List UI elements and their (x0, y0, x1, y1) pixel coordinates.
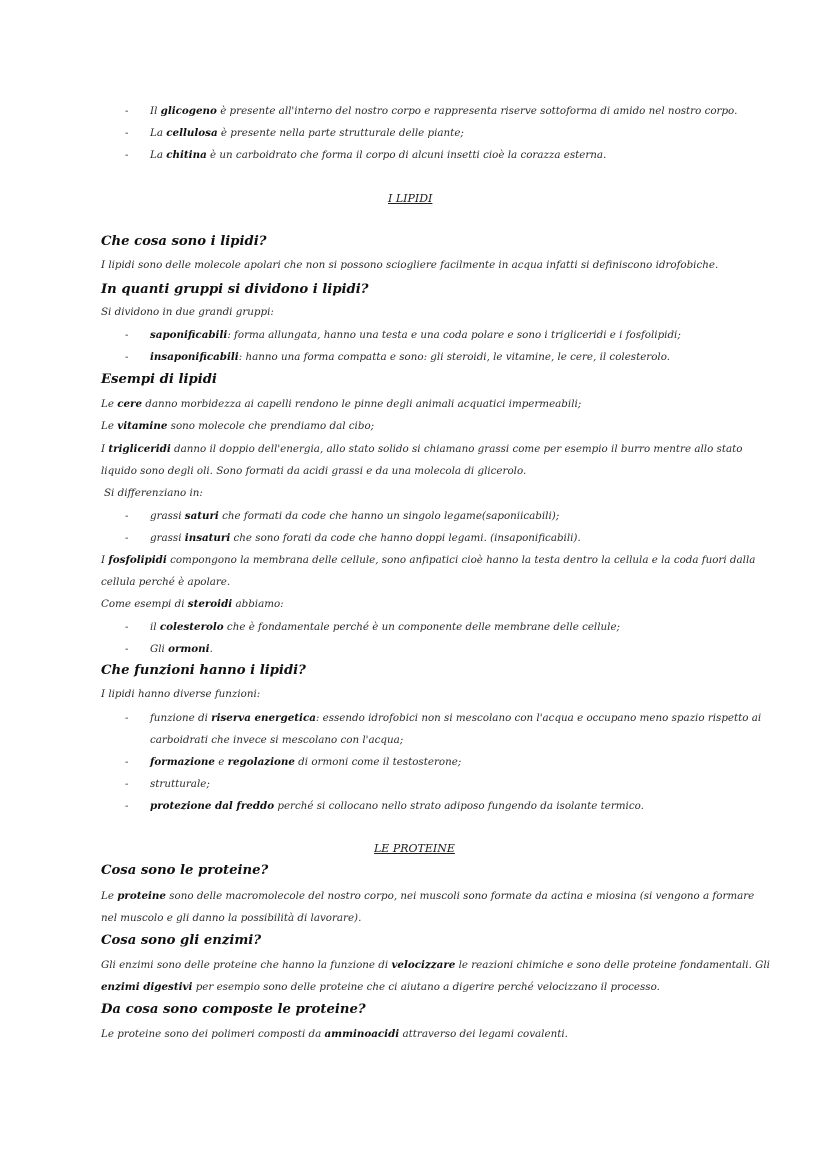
answer-enzimi-cont: enzimi digestivi per esempio sono delle proteine che ci aiutano a digerire perché velocizzano il processo. (101, 981, 660, 993)
text-steroidi: Come esempi di steroidi abbiamo: (101, 598, 284, 610)
bullet-ormoni: - (125, 643, 129, 655)
bullet-riserva: - (125, 712, 129, 724)
text-ormoni: Gli ormoni. (150, 643, 213, 655)
answer-cosa-sono-lipidi: I lipidi sono delle molecole apolari che non si possono sciogliere facilmente in acqua infatti si definiscono idrofobiche. (101, 259, 719, 271)
heading-esempi-lipidi: Esempi di lipidi (101, 372, 217, 387)
answer-proteine: Le proteine sono delle macromolecole del nostro corpo, nei muscoli sono formate da actina e miosina (si vengono a formare (101, 890, 755, 902)
bullet-glicogeno: - (125, 105, 129, 117)
text-protezione: protezione dal freddo perché si collocano nello strato adiposo fungendo da isolante termico. (150, 800, 644, 812)
text-vitamine: Le vitamine sono molecole che prendiamo dal cibo; (101, 420, 375, 432)
answer-enzimi: Gli enzimi sono delle proteine che hanno la funzione di velocizzare le reazioni chimiche e sono delle proteine fondamentali. Gli (101, 959, 770, 971)
section-title-lipidi: I LIPIDI (388, 192, 433, 205)
heading-composte-proteine: Da cosa sono composte le proteine? (101, 1002, 366, 1017)
text-insaturi: grassi insaturi che sono forati da code che hanno doppi legami. (insaponificabili). (150, 532, 581, 544)
text-differenziano: Si differenziano in: (104, 487, 203, 499)
bullet-colesterolo: - (125, 621, 129, 633)
bullet-strutturale: - (125, 778, 129, 790)
text-cere: Le cere danno morbidezza ai capelli rendono le pinne degli animali acquatici impermeabili; (101, 398, 582, 410)
bullet-cellulosa: - (125, 127, 129, 139)
text-fosfolipidi-cont: cellula perché è apolare. (101, 576, 231, 588)
heading-enzimi: Cosa sono gli enzimi? (101, 933, 262, 948)
text-colesterolo: il colesterolo che è fondamentale perché è un componente delle membrane delle cellule; (150, 621, 621, 633)
bullet-formazione: - (125, 756, 129, 768)
text-trigliceridi: I trigliceridi danno il doppio dell'energia, allo stato solido si chiamano grassi come per esempio il burro mentre allo stato (101, 443, 743, 455)
text-trigliceridi-cont: liquido sono degli oli. Sono formati da acidi grassi e da una molecola di glicerolo. (101, 465, 527, 477)
text-saponificabili: saponificabili: forma allungata, hanno una testa e una coda polare e sono i trigliceridi e i fosfolipidi; (150, 329, 681, 341)
bullet-saponificabili: - (125, 329, 129, 341)
bullet-insaturi: - (125, 532, 129, 544)
text-riserva-cont: carboidrati che invece si mescolano con l'acqua; (150, 734, 404, 746)
heading-cosa-sono-lipidi: Che cosa sono i lipidi? (101, 234, 267, 249)
heading-cosa-sono-proteine: Cosa sono le proteine? (101, 863, 269, 878)
answer-composte-proteine: Le proteine sono dei polimeri composti da amminoacidi attraverso dei legami covalenti. (101, 1028, 568, 1040)
text-formazione: formazione e regolazione di ormoni come il testosterone; (150, 756, 462, 768)
text-chitina: La chitina è un carboidrato che forma il corpo di alcuni insetti cioè la corazza esterna. (150, 149, 607, 161)
bullet-saturi: - (125, 510, 129, 522)
heading-funzioni-lipidi: Che funzioni hanno i lipidi? (101, 663, 306, 678)
answer-funzioni-lipidi: I lipidi hanno diverse funzioni: (101, 688, 261, 700)
text-insaponificabili: insaponificabili: hanno una forma compatta e sono: gli steroidi, le vitamine, le cere, il colesterolo. (150, 351, 671, 363)
section-title-proteine: LE PROTEINE (374, 842, 455, 855)
bullet-chitina: - (125, 149, 129, 161)
text-riserva: funzione di riserva energetica: essendo idrofobici non si mescolano con l'acqua e occupano meno spazio rispetto ai (150, 712, 762, 724)
answer-proteine-cont: nel muscolo e gli danno la possibilità di lavorare). (101, 912, 362, 924)
text-cellulosa: La cellulosa è presente nella parte strutturale delle piante; (150, 127, 464, 139)
text-strutturale: strutturale; (150, 778, 210, 790)
text-glicogeno: Il glicogeno è presente all'interno del nostro corpo e rappresenta riserve sottoforma di amido nel nostro corpo. (150, 105, 738, 117)
text-saturi: grassi saturi che formati da code che hanno un singolo legame(saponiicabili); (150, 510, 560, 522)
answer-gruppi-lipidi: Si dividono in due grandi gruppi: (101, 306, 274, 318)
text-fosfolipidi: I fosfolipidi compongono la membrana delle cellule, sono anfipatici cioè hanno la testa dentro la cellula e la coda fuori dalla (101, 554, 756, 566)
heading-gruppi-lipidi: In quanti gruppi si dividono i lipidi? (101, 282, 369, 297)
bullet-insaponificabili: - (125, 351, 129, 363)
bullet-protezione: - (125, 800, 129, 812)
